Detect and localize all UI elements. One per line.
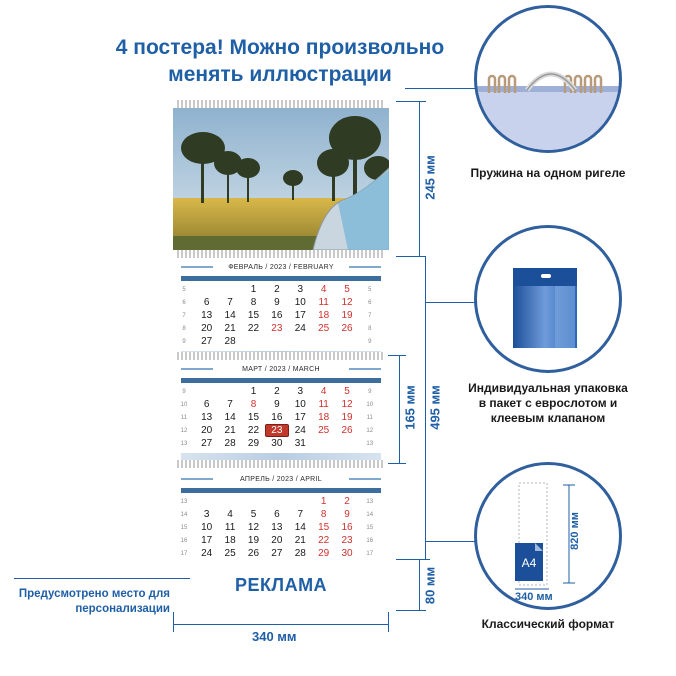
format-leader [425,541,477,542]
day-cell: 3 [203,509,210,520]
day-cell: 8 [250,399,257,410]
day-cell: 3 [297,284,304,295]
day-cell: 11 [318,297,329,308]
week-number-right: 8 [368,325,372,332]
day-cell: 16 [271,412,283,423]
format-detail-image [477,465,622,610]
dimension-tick-left [173,612,174,632]
week-row [173,398,389,411]
day-cell: 23 [271,323,283,334]
week-row [173,296,389,309]
week-row [173,322,389,335]
week-number-right: 11 [366,414,373,421]
spring-callout-label: Пружина на одном ригеле [470,166,626,180]
day-cell: 27 [271,548,283,559]
day-cell: 18 [318,412,330,423]
day-cell: 2 [274,284,280,295]
day-cell: 4 [227,509,233,520]
package-callout-label: Индивидуальная упаковка в пакет с еврослотом и клеевым клапаном [468,381,628,425]
day-cell: 26 [341,323,353,334]
week-number-right: 7 [368,312,372,319]
week-number-left: 16 [180,537,188,544]
day-cell: 8 [250,297,257,308]
day-cell-highlighted: 23 [265,424,288,437]
week-number-left: 9 [182,388,186,395]
day-cell: 22 [247,425,260,436]
week-row [173,335,389,348]
spring-leader [405,88,477,89]
week-number-right: 17 [366,550,374,557]
day-cell: 16 [341,522,353,533]
week-row [173,508,389,521]
spring-binding-3 [177,460,385,468]
format-height-label: 820 мм [569,512,581,550]
day-cell: 25 [224,548,236,559]
day-cell: 9 [274,399,280,410]
day-cell: 13 [201,310,213,321]
day-cell: 13 [201,412,213,423]
headline-line-2: менять иллюстрации [168,63,392,86]
month-footer-strip [181,453,381,460]
day-cell: 22 [318,535,330,546]
day-cell: 5 [344,386,350,397]
day-cell: 19 [341,310,353,321]
spring-detail-image [477,8,622,153]
day-cell: 19 [247,535,260,546]
dimension-tick [388,355,406,356]
day-cell: 11 [318,399,329,410]
week-row [173,424,389,437]
day-cell: 19 [341,412,353,423]
week-number-left: 7 [182,312,186,319]
week-number-left: 14 [180,511,188,518]
day-cell: 17 [294,412,306,423]
personalization-leader [14,578,190,579]
day-cell: 18 [318,310,330,321]
headline [80,34,480,88]
week-number-right: 16 [366,537,374,544]
week-number-left: 10 [180,401,188,408]
day-cell: 22 [247,323,260,334]
spring-binding-1 [177,250,385,258]
week-number-left: 5 [182,286,186,293]
day-cell: 25 [318,323,330,334]
day-cell: 4 [320,386,327,397]
day-cell: 7 [227,297,233,308]
month-title: МАРТ / 2023 / MARCH [242,365,320,373]
day-cell: 7 [227,399,233,410]
day-cell: 10 [294,297,306,308]
format-detail-circle [474,462,622,610]
week-number-left: 12 [180,427,188,434]
day-cell: 17 [294,310,306,321]
day-cell: 6 [274,509,280,520]
day-cell: 15 [318,522,330,533]
day-cell: 2 [274,386,280,397]
month-march [173,360,389,460]
package-detail-circle [474,225,622,373]
day-cell: 31 [294,438,306,449]
spring-detail-circle [474,5,622,153]
week-row [173,534,389,547]
dimension-tick [396,610,426,611]
day-cell: 6 [203,399,210,410]
week-number-left: 13 [180,440,188,447]
week-row [173,495,389,508]
week-row [173,385,389,398]
day-cell: 28 [294,548,306,559]
dimension-line-top [419,101,420,256]
format-width-label: 340 мм [515,591,553,603]
week-number-left: 11 [180,414,188,421]
dimension-middle-label: 165 мм [402,385,418,430]
day-cell: 12 [247,522,260,533]
day-cell: 2 [344,496,350,507]
package-detail-image [477,228,622,373]
format-callout-label: Классический формат [481,617,615,631]
dimension-tick [396,101,426,102]
day-cell: 29 [318,548,330,559]
day-cell: 1 [320,496,327,507]
calendar-poster [173,100,389,610]
day-cell: 20 [271,535,283,546]
headline-line-1: 4 постера! Можно произвольно [115,36,445,59]
format-size-text: A4 [521,556,537,570]
day-cell: 27 [201,336,213,347]
day-cell: 20 [201,425,213,436]
week-number-right: 9 [368,388,372,395]
day-cell: 30 [341,548,353,559]
month-title: АПРЕЛЬ / 2023 / APRIL [240,475,322,483]
day-cell: 9 [274,297,280,308]
day-cell: 10 [201,522,213,533]
spring-binding-2 [177,352,385,360]
week-number-right: 14 [366,511,374,518]
day-cell: 29 [247,438,260,449]
week-row [173,411,389,424]
week-number-right: 15 [366,524,374,531]
month-title: ФЕВРАЛЬ / 2023 / FEBRUARY [228,263,334,271]
week-number-left: 17 [180,550,188,557]
day-cell: 24 [201,548,213,559]
day-cell: 7 [297,509,304,520]
day-cell: 20 [201,323,213,334]
package-leader [425,302,477,303]
dimension-bottom-label: 80 мм [422,566,438,605]
dimension-top-label: 245 мм [422,155,438,200]
day-cell: 25 [318,425,330,436]
personalization-note: Предусмотрено место для персонализации [18,588,170,615]
week-number-right: 9 [368,338,372,345]
day-cell: 6 [203,297,210,308]
month-header [173,470,389,488]
month-grid [173,385,389,450]
month-header [173,258,389,276]
dimension-total-label: 495 мм [427,385,443,430]
dimension-line-middle [399,355,400,463]
week-number-right: 13 [366,498,374,505]
landscape-image [173,108,389,250]
day-cell: 28 [224,438,236,449]
day-cell: 5 [250,509,257,520]
week-number-left: 15 [180,524,188,531]
month-april [173,470,389,560]
week-number-left: 13 [180,498,188,505]
day-cell: 21 [294,535,306,546]
day-cell: 1 [250,284,257,295]
day-cell: 27 [201,438,213,449]
day-cell: 15 [247,412,260,423]
advertising-label: РЕКЛАМА [234,574,328,595]
week-number-left: 9 [182,338,186,345]
day-cell: 26 [247,548,260,559]
day-cell: 17 [201,535,213,546]
weekday-bar [181,488,381,493]
month-header [173,360,389,378]
weekday-bar [181,276,381,281]
day-cell: 28 [224,336,236,347]
week-number-right: 13 [366,440,374,447]
day-cell: 5 [344,284,350,295]
dimension-width-label: 340 мм [252,629,297,644]
week-row [173,283,389,296]
weekday-bar [181,378,381,383]
week-row [173,547,389,560]
week-row [173,309,389,322]
day-cell: 23 [341,535,353,546]
month-grid [173,283,389,348]
day-cell: 15 [247,310,260,321]
dimension-tick-right [388,612,389,632]
day-cell: 14 [224,412,236,423]
day-cell: 13 [271,522,283,533]
day-cell: 26 [341,425,353,436]
day-cell: 12 [341,297,353,308]
week-number-left: 8 [182,325,186,332]
day-cell: 30 [271,438,283,449]
day-cell: 14 [224,310,236,321]
day-cell: 16 [271,310,283,321]
day-cell: 14 [294,522,306,533]
month-grid [173,495,389,560]
day-cell: 21 [224,425,236,436]
day-cell: 8 [320,509,327,520]
top-spring-binding [177,100,385,108]
day-cell: 24 [294,425,306,436]
day-cell: 21 [224,323,236,334]
week-row [173,521,389,534]
day-cell: 18 [224,535,236,546]
week-number-right: 6 [368,299,372,306]
week-number-left: 6 [182,299,186,306]
week-number-right: 5 [368,286,372,293]
week-row [173,437,389,450]
day-cell: 3 [297,386,304,397]
month-february [173,258,389,353]
dimension-tick [396,256,426,257]
week-number-right: 12 [366,427,374,434]
advertising-block [173,560,389,610]
day-cell: 12 [341,399,353,410]
day-cell: 9 [344,509,350,520]
day-cell: 11 [224,522,236,533]
day-cell: 1 [250,386,257,397]
day-cell: 24 [294,323,306,334]
dimension-line-width [173,624,389,625]
landscape-illustration [173,108,389,250]
dimension-tick [388,463,406,464]
day-cell: 4 [320,284,327,295]
week-number-right: 10 [366,401,374,408]
day-cell: 10 [294,399,306,410]
dimension-line-bottom [419,559,420,610]
